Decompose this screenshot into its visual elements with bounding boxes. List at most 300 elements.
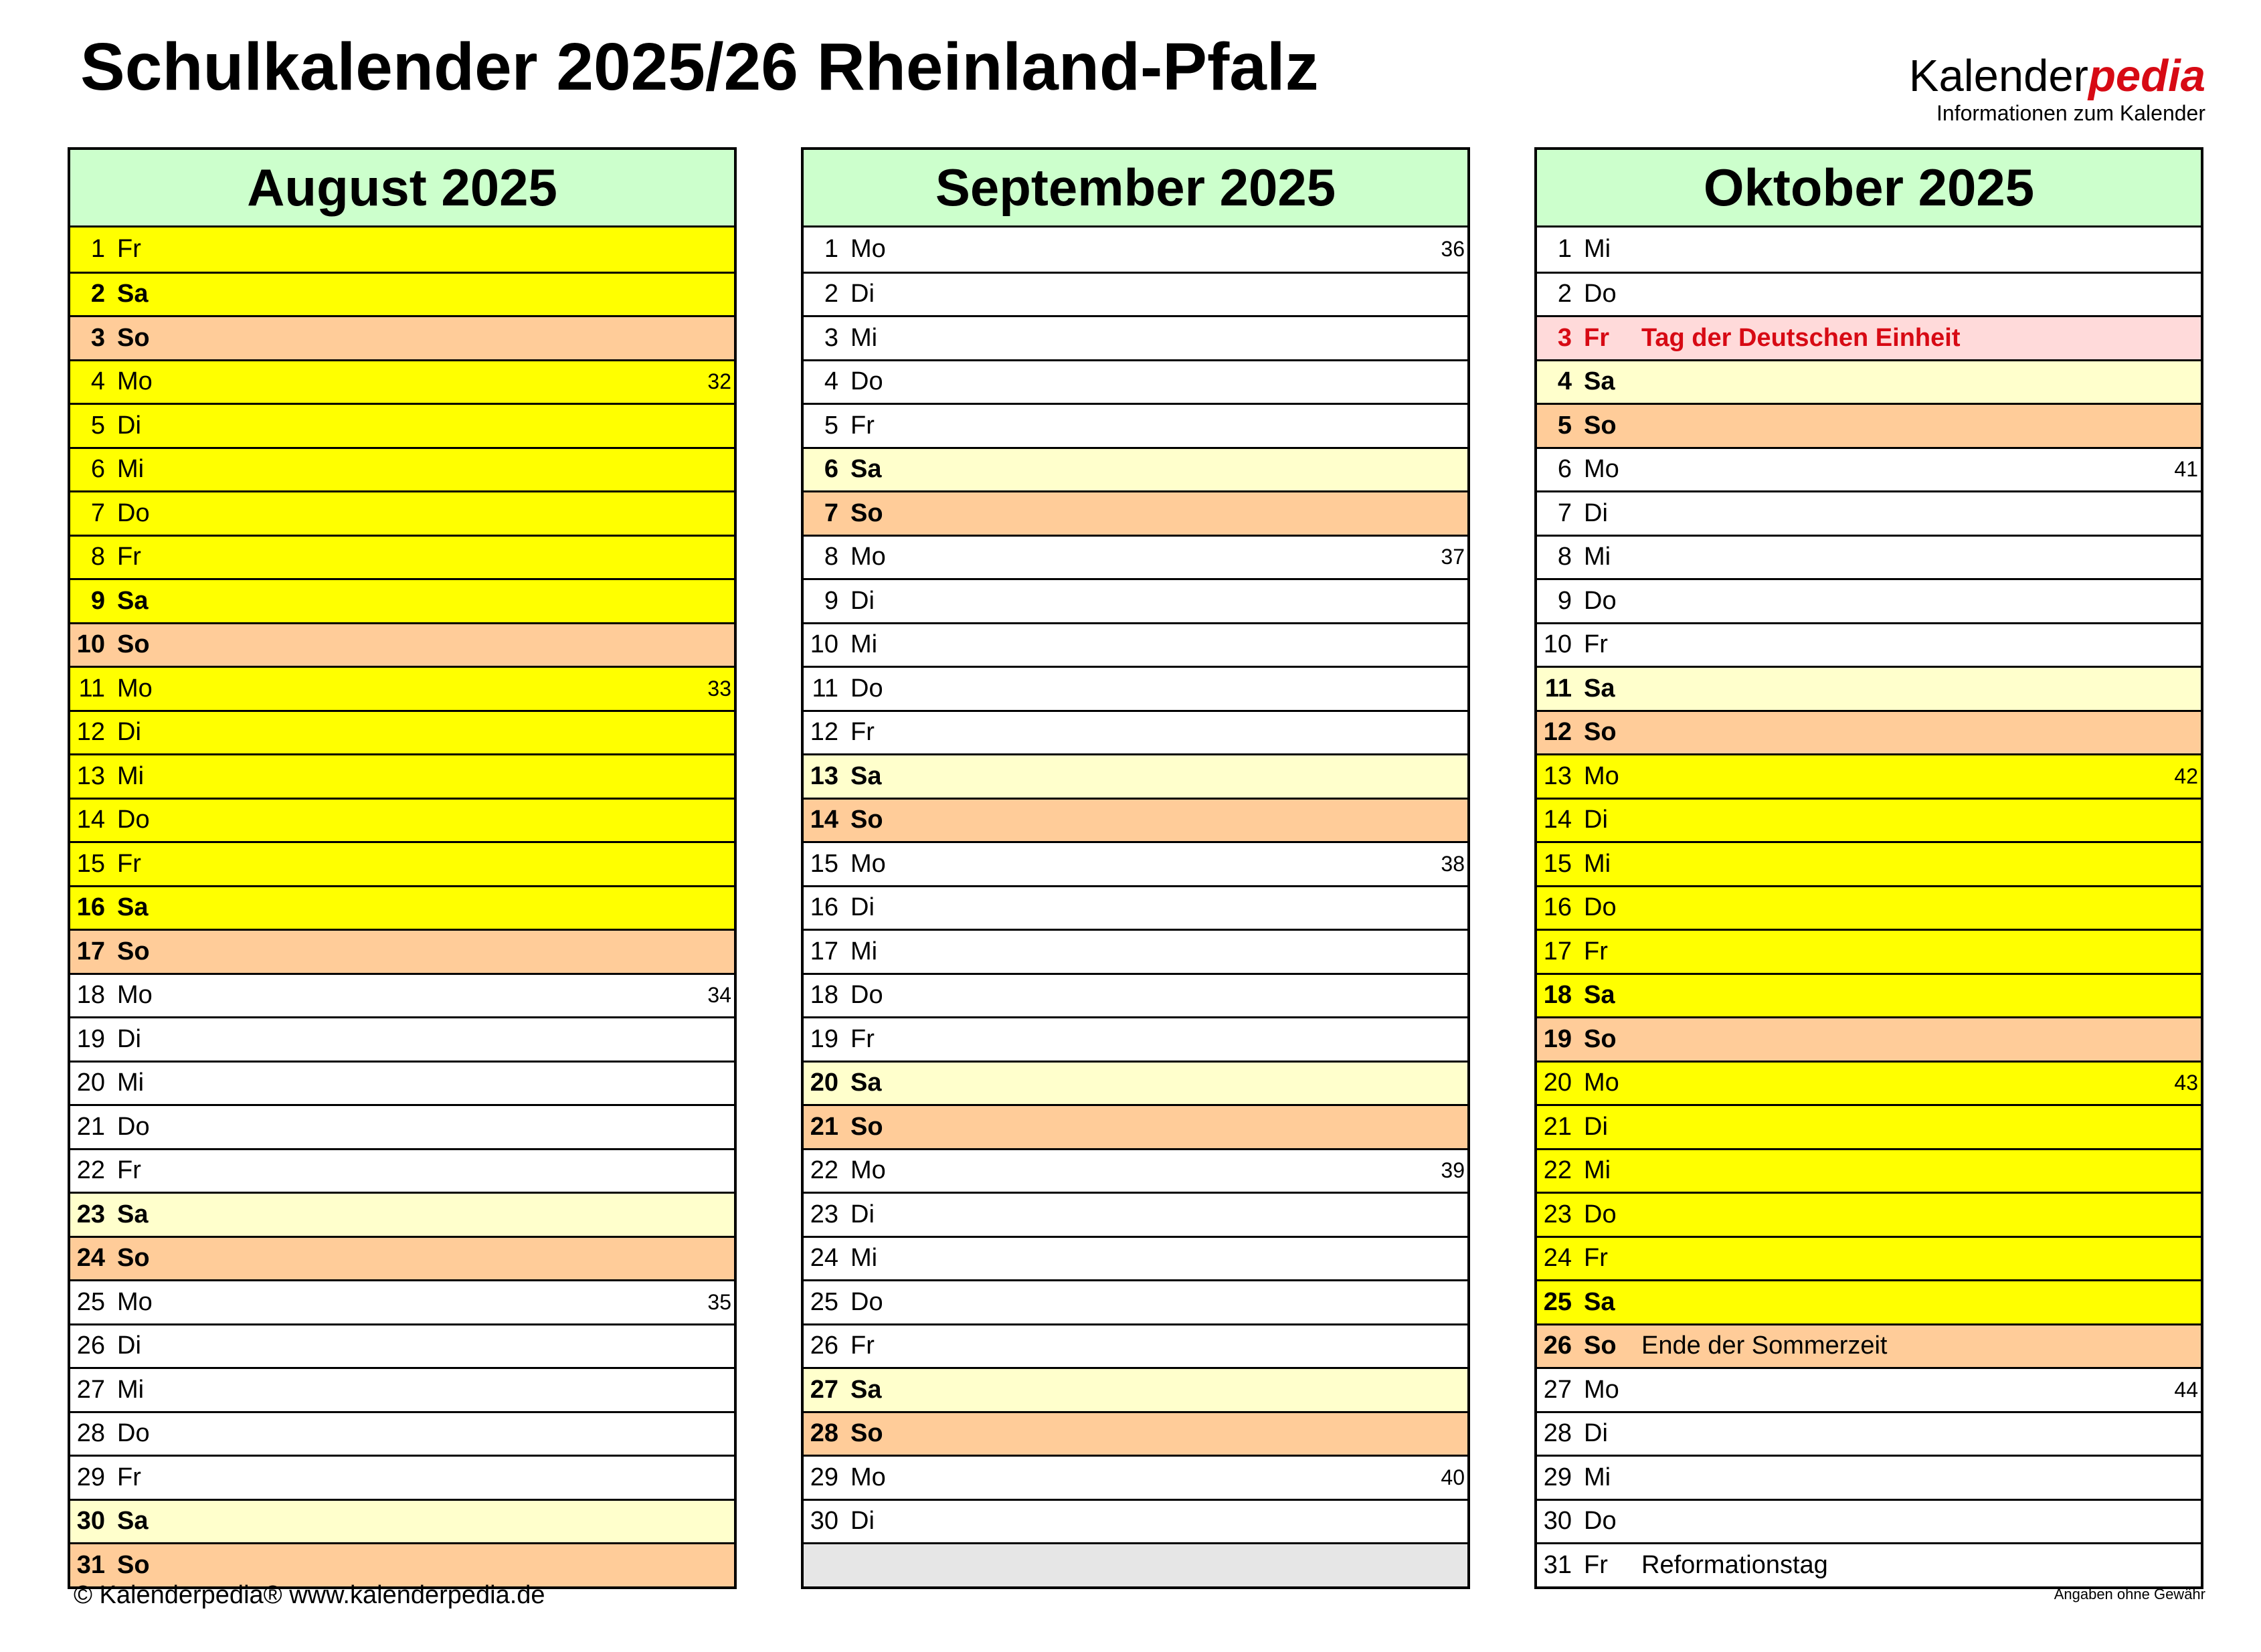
day-row <box>804 227 1467 272</box>
day-number: 28 <box>810 1419 838 1448</box>
day-list <box>804 227 1467 1586</box>
weekday: Mo <box>1584 1375 1619 1404</box>
weekday: Mo <box>117 1287 153 1316</box>
weekday: Di <box>850 893 875 922</box>
day-number: 7 <box>90 498 105 527</box>
weekday: Fr <box>117 1463 141 1491</box>
week-number: 44 <box>2174 1377 2198 1402</box>
weekday: Mi <box>1584 543 1611 571</box>
day-number: 24 <box>76 1244 105 1273</box>
day-row <box>1537 1455 2201 1499</box>
day-note: Ende der Sommerzeit <box>1641 1332 1888 1360</box>
day-number: 19 <box>810 1024 838 1053</box>
day-number: 12 <box>1543 718 1572 747</box>
weekday: Mo <box>1584 761 1619 790</box>
month-august <box>68 147 737 1589</box>
weekday: Sa <box>850 1375 882 1404</box>
weekday: So <box>850 1112 883 1141</box>
weekday: Di <box>1584 1112 1608 1141</box>
day-note: Tag der Deutschen Einheit <box>1641 323 1961 352</box>
week-number: 38 <box>1441 851 1465 876</box>
day-row <box>1537 315 2201 359</box>
day-number: 7 <box>824 498 838 527</box>
day-row <box>804 1192 1467 1236</box>
month-header: August 2025 <box>70 150 734 227</box>
weekday: Do <box>1584 1200 1617 1228</box>
day-number: 28 <box>1543 1419 1572 1448</box>
day-number: 20 <box>76 1069 105 1097</box>
day-row <box>70 359 734 403</box>
day-row <box>804 403 1467 447</box>
weekday: Do <box>117 806 150 834</box>
day-number: 6 <box>90 455 105 484</box>
weekday: So <box>850 806 883 834</box>
day-number: 2 <box>1557 280 1572 308</box>
day-row <box>804 710 1467 754</box>
weekday: Di <box>1584 498 1608 527</box>
weekday: Do <box>850 981 883 1010</box>
day-number: 29 <box>76 1463 105 1491</box>
day-number: 18 <box>76 981 105 1010</box>
day-number: 11 <box>78 674 105 703</box>
day-row <box>804 1104 1467 1148</box>
day-row <box>1537 403 2201 447</box>
week-number: 32 <box>707 369 731 394</box>
day-row <box>804 798 1467 842</box>
day-number: 1 <box>1557 235 1572 264</box>
weekday: So <box>1584 1024 1617 1053</box>
day-row <box>1537 1104 2201 1148</box>
weekday: Do <box>850 367 883 396</box>
day-number: 20 <box>810 1069 838 1097</box>
day-number: 30 <box>1543 1507 1572 1536</box>
day-row <box>70 1061 734 1105</box>
day-row <box>804 1236 1467 1280</box>
weekday: So <box>117 1550 150 1579</box>
day-number: 17 <box>810 937 838 966</box>
weekday: So <box>1584 411 1617 440</box>
day-row <box>1537 1016 2201 1061</box>
day-row <box>1537 885 2201 929</box>
day-row <box>70 1279 734 1323</box>
day-row <box>70 403 734 447</box>
day-number: 5 <box>824 411 838 440</box>
kalenderpedia-logo[interactable] <box>1908 51 2205 126</box>
weekday: Fr <box>850 1332 875 1360</box>
day-number: 8 <box>824 543 838 571</box>
weekday: Fr <box>1584 1550 1608 1579</box>
day-number: 9 <box>90 586 105 615</box>
day-number: 10 <box>1543 630 1572 659</box>
day-row <box>70 1455 734 1499</box>
day-number: 30 <box>76 1507 105 1536</box>
day-row <box>70 1367 734 1411</box>
day-row <box>70 490 734 535</box>
week-number: 43 <box>2174 1071 2198 1095</box>
day-row <box>70 447 734 491</box>
day-number: 3 <box>824 323 838 352</box>
day-number: 29 <box>810 1463 838 1491</box>
day-row <box>804 929 1467 973</box>
day-number: 29 <box>1543 1463 1572 1491</box>
day-number: 13 <box>810 761 838 790</box>
day-number: 25 <box>1543 1287 1572 1316</box>
day-number: 24 <box>810 1244 838 1273</box>
weekday: Mi <box>850 630 878 659</box>
weekday: Mi <box>850 323 878 352</box>
day-number: 16 <box>810 893 838 922</box>
day-number: 27 <box>1543 1375 1572 1404</box>
day-number: 25 <box>76 1287 105 1316</box>
day-row <box>70 753 734 798</box>
day-row <box>1537 753 2201 798</box>
weekday: Sa <box>850 455 882 484</box>
weekday: Fr <box>1584 1244 1608 1273</box>
day-number: 14 <box>76 806 105 834</box>
day-number: 25 <box>810 1287 838 1316</box>
day-number: 2 <box>90 280 105 308</box>
day-row <box>804 578 1467 622</box>
day-row <box>804 1148 1467 1192</box>
day-row <box>70 710 734 754</box>
day-number: 15 <box>76 849 105 878</box>
day-row <box>804 315 1467 359</box>
month-header: September 2025 <box>804 150 1467 227</box>
weekday: So <box>117 937 150 966</box>
day-row <box>804 1367 1467 1411</box>
day-number: 9 <box>1557 586 1572 615</box>
day-number: 1 <box>824 235 838 264</box>
day-note: Reformationstag <box>1641 1550 1828 1579</box>
day-number: 23 <box>1543 1200 1572 1228</box>
weekday: So <box>850 498 883 527</box>
day-number: 18 <box>1543 981 1572 1010</box>
weekday: Do <box>1584 893 1617 922</box>
weekday: Mi <box>1584 235 1611 264</box>
day-row <box>70 1323 734 1368</box>
day-list <box>1537 227 2201 1586</box>
day-row <box>804 1279 1467 1323</box>
day-row <box>70 1148 734 1192</box>
day-number: 23 <box>810 1200 838 1228</box>
weekday: Sa <box>117 1507 149 1536</box>
day-row <box>804 885 1467 929</box>
day-row <box>70 666 734 710</box>
day-row <box>70 841 734 885</box>
day-number: 11 <box>1544 674 1572 703</box>
day-row <box>1537 798 2201 842</box>
day-number: 21 <box>76 1112 105 1141</box>
weekday: So <box>1584 1332 1617 1360</box>
day-row <box>70 315 734 359</box>
day-row <box>70 622 734 666</box>
footer-copyright: © Kalenderpedia® www.kalenderpedia.de <box>74 1581 545 1609</box>
weekday: Sa <box>1584 981 1615 1010</box>
day-row <box>804 272 1467 316</box>
day-number: 16 <box>1543 893 1572 922</box>
weekday: Di <box>850 1507 875 1536</box>
day-number: 5 <box>90 411 105 440</box>
day-number: 8 <box>1557 543 1572 571</box>
weekday: Mo <box>850 235 886 264</box>
day-row <box>804 1061 1467 1105</box>
day-row <box>1537 272 2201 316</box>
day-number: 12 <box>810 718 838 747</box>
day-number: 14 <box>810 806 838 834</box>
weekday: So <box>117 323 150 352</box>
weekday: Sa <box>1584 367 1615 396</box>
weekday: Mo <box>117 367 153 396</box>
day-number: 27 <box>810 1375 838 1404</box>
week-number: 33 <box>707 676 731 701</box>
day-row <box>1537 622 2201 666</box>
weekday: Mi <box>117 761 145 790</box>
weekday: Di <box>117 718 141 747</box>
day-number: 17 <box>76 937 105 966</box>
week-number: 40 <box>1441 1465 1465 1489</box>
day-number: 31 <box>76 1550 105 1579</box>
weekday: Mi <box>1584 849 1611 878</box>
empty-row <box>804 1542 1467 1586</box>
day-number: 24 <box>1543 1244 1572 1273</box>
day-number: 18 <box>810 981 838 1010</box>
weekday: Di <box>850 586 875 615</box>
weekday: Fr <box>1584 630 1608 659</box>
page-title: Schulkalender 2025/26 Rheinland-Pfalz <box>80 29 1319 104</box>
day-list <box>70 227 734 1586</box>
weekday: Mo <box>1584 455 1619 484</box>
weekday: Sa <box>850 761 882 790</box>
month-header: Oktober 2025 <box>1537 150 2201 227</box>
day-row <box>1537 227 2201 272</box>
day-row <box>804 841 1467 885</box>
weekday: So <box>117 1244 150 1273</box>
day-row <box>1537 841 2201 885</box>
weekday: Do <box>1584 1507 1617 1536</box>
day-number: 22 <box>1543 1156 1572 1185</box>
day-row <box>70 1499 734 1543</box>
logo-name-accent: pedia <box>2088 51 2205 101</box>
day-row <box>70 1236 734 1280</box>
day-number: 30 <box>810 1507 838 1536</box>
day-row <box>70 1192 734 1236</box>
weekday: Sa <box>1584 1287 1615 1316</box>
weekday: Sa <box>117 893 149 922</box>
week-number: 37 <box>1441 545 1465 569</box>
day-number: 5 <box>1557 411 1572 440</box>
day-row <box>70 1016 734 1061</box>
day-row <box>1537 1367 2201 1411</box>
week-number: 34 <box>707 983 731 1008</box>
day-row <box>1537 447 2201 491</box>
day-number: 15 <box>1543 849 1572 878</box>
day-row <box>804 359 1467 403</box>
weekday: Di <box>850 1200 875 1228</box>
day-row <box>1537 1411 2201 1455</box>
day-number: 19 <box>1543 1024 1572 1053</box>
weekday: Do <box>1584 586 1617 615</box>
weekday: Mo <box>1584 1069 1619 1097</box>
day-row <box>1537 1542 2201 1586</box>
weekday: Fr <box>117 235 141 264</box>
day-row <box>70 929 734 973</box>
weekday: Mo <box>117 981 153 1010</box>
day-row <box>70 798 734 842</box>
day-number: 9 <box>824 586 838 615</box>
month-oktober <box>1534 147 2203 1589</box>
day-number: 2 <box>824 280 838 308</box>
day-number: 23 <box>76 1200 105 1228</box>
weekday: Sa <box>1584 674 1615 703</box>
month-september <box>801 147 1470 1589</box>
week-number: 35 <box>707 1289 731 1314</box>
day-row <box>1537 1148 2201 1192</box>
weekday: Do <box>850 1287 883 1316</box>
day-row <box>1537 710 2201 754</box>
day-row <box>70 578 734 622</box>
footer-disclaimer: Angaben ohne Gewähr <box>2054 1586 2205 1602</box>
logo-tagline: Informationen zum Kalender <box>1936 101 2205 125</box>
weekday: Fr <box>117 849 141 878</box>
weekday: Fr <box>1584 323 1609 352</box>
day-number: 12 <box>76 718 105 747</box>
day-row <box>804 973 1467 1017</box>
weekday: Di <box>850 280 875 308</box>
day-number: 13 <box>1543 761 1572 790</box>
weekday: Mi <box>1584 1156 1611 1185</box>
day-number: 31 <box>1543 1550 1572 1579</box>
logo-name-main: Kalender <box>1908 51 2088 101</box>
weekday: Mi <box>850 937 878 966</box>
day-row <box>1537 1236 2201 1280</box>
weekday: Mo <box>117 674 153 703</box>
weekday: So <box>117 630 150 659</box>
day-row <box>1537 535 2201 579</box>
weekday: Mi <box>117 455 145 484</box>
day-row <box>1537 490 2201 535</box>
day-number: 21 <box>1543 1112 1572 1141</box>
weekday: Do <box>1584 280 1617 308</box>
day-number: 28 <box>76 1419 105 1448</box>
day-number: 19 <box>76 1024 105 1053</box>
weekday: Di <box>117 1332 141 1360</box>
day-row <box>70 973 734 1017</box>
day-number: 10 <box>76 630 105 659</box>
day-row <box>804 1411 1467 1455</box>
weekday: Mo <box>850 1463 886 1491</box>
day-number: 8 <box>90 543 105 571</box>
weekday: So <box>850 1419 883 1448</box>
day-number: 22 <box>76 1156 105 1185</box>
day-row <box>70 227 734 272</box>
weekday: Di <box>117 1024 141 1053</box>
weekday: Mi <box>117 1375 145 1404</box>
day-row <box>804 447 1467 491</box>
weekday: Fr <box>850 411 875 440</box>
day-number: 14 <box>1543 806 1572 834</box>
weekday: Sa <box>117 1200 149 1228</box>
weekday: Fr <box>117 1156 141 1185</box>
day-row <box>804 753 1467 798</box>
day-row <box>70 535 734 579</box>
weekday: Mi <box>117 1069 145 1097</box>
day-number: 7 <box>1557 498 1572 527</box>
day-number: 4 <box>1557 367 1572 396</box>
day-row <box>70 885 734 929</box>
week-number: 39 <box>1441 1158 1465 1183</box>
weekday: Sa <box>850 1069 882 1097</box>
weekday: Fr <box>850 718 875 747</box>
day-row <box>1537 1279 2201 1323</box>
day-row <box>70 1542 734 1586</box>
logo-wordmark <box>1908 51 2205 101</box>
weekday: Do <box>117 1112 150 1141</box>
day-row <box>1537 666 2201 710</box>
day-row <box>70 1411 734 1455</box>
weekday: Do <box>117 1419 150 1448</box>
day-number: 27 <box>76 1375 105 1404</box>
day-number: 6 <box>824 455 838 484</box>
week-number: 36 <box>1441 237 1465 262</box>
week-number: 42 <box>2174 763 2198 788</box>
weekday: Mi <box>850 1244 878 1273</box>
day-row <box>804 490 1467 535</box>
day-number: 15 <box>810 849 838 878</box>
day-row <box>70 1104 734 1148</box>
weekday: Mo <box>850 543 886 571</box>
day-row <box>1537 578 2201 622</box>
weekday: Do <box>117 498 150 527</box>
weekday: Di <box>1584 806 1608 834</box>
day-row <box>1537 929 2201 973</box>
day-row <box>804 1016 1467 1061</box>
day-number: 21 <box>810 1112 838 1141</box>
weekday: Fr <box>117 543 141 571</box>
day-number: 20 <box>1543 1069 1572 1097</box>
day-row <box>804 666 1467 710</box>
day-row <box>804 1455 1467 1499</box>
day-number: 26 <box>76 1332 105 1360</box>
day-number: 4 <box>90 367 105 396</box>
day-number: 11 <box>812 674 838 703</box>
day-number: 26 <box>1543 1332 1572 1360</box>
day-number: 4 <box>824 367 838 396</box>
day-number: 6 <box>1557 455 1572 484</box>
weekday: Fr <box>1584 937 1608 966</box>
weekday: Mi <box>1584 1463 1611 1491</box>
day-number: 22 <box>810 1156 838 1185</box>
day-number: 26 <box>810 1332 838 1360</box>
weekday: Mo <box>850 1156 886 1185</box>
day-row <box>1537 359 2201 403</box>
weekday: So <box>1584 718 1617 747</box>
day-row <box>1537 1499 2201 1543</box>
day-row <box>70 272 734 316</box>
weekday: Di <box>117 411 141 440</box>
day-number: 13 <box>76 761 105 790</box>
day-number: 10 <box>810 630 838 659</box>
weekday: Do <box>850 674 883 703</box>
day-row <box>804 1499 1467 1543</box>
day-number: 1 <box>90 235 105 264</box>
day-number: 17 <box>1543 937 1572 966</box>
weekday: Sa <box>117 280 149 308</box>
day-row <box>804 1323 1467 1368</box>
day-row <box>1537 1061 2201 1105</box>
day-row <box>1537 1192 2201 1236</box>
day-number: 3 <box>90 323 105 352</box>
day-row <box>804 535 1467 579</box>
